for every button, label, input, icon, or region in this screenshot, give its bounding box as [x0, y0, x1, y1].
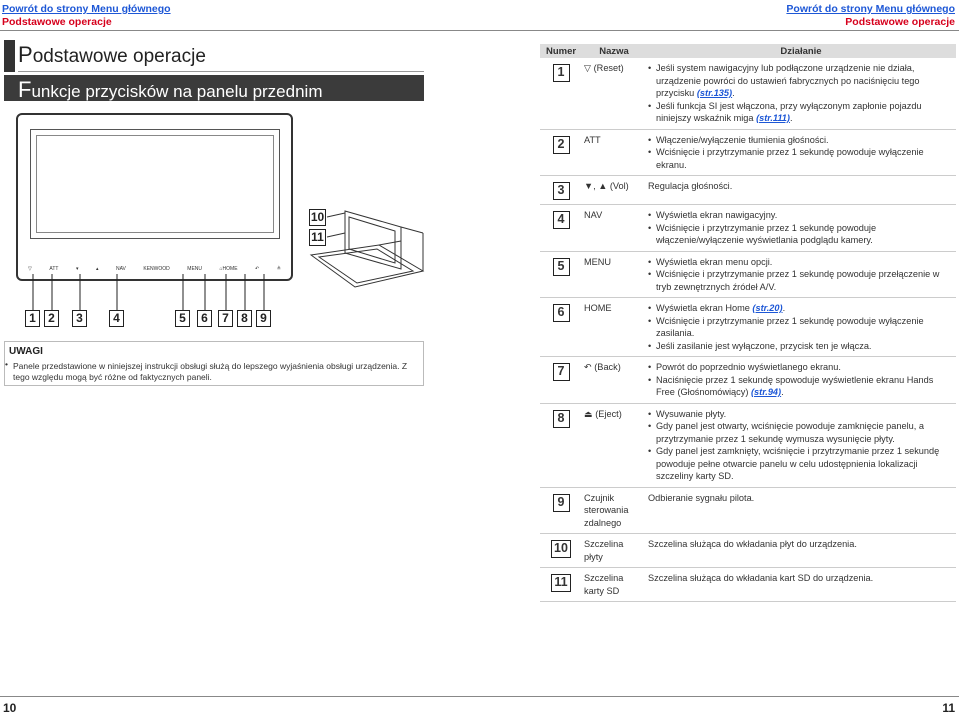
row-action	[646, 129, 956, 176]
page-title	[4, 40, 424, 72]
action-bullet	[648, 62, 954, 100]
vol-up-button-glyph: ▴	[95, 266, 99, 272]
row-action: Odbieranie sygnału pilota.	[646, 487, 956, 534]
bullet-text: Naciśnięcie przez 1 sekundę spowoduje wyświetlenie ekranu Hands Free (Głośnomówiący)	[656, 374, 934, 397]
callout-3: 3	[72, 310, 87, 327]
bullet-text: Wciśnięcie i przytrzymanie przez 1 sekundę powoduje wyłączenie ekranu.	[656, 147, 924, 170]
top-nav-right	[786, 3, 955, 29]
bullet-suffix: .	[732, 88, 735, 98]
action-bullet	[648, 445, 954, 483]
notes-box	[4, 341, 424, 386]
action-bullet	[648, 361, 954, 374]
top-divider	[0, 30, 959, 31]
bottom-divider	[0, 696, 959, 697]
table-row	[540, 129, 956, 176]
row-number: 11	[551, 574, 571, 592]
table-row	[540, 568, 956, 602]
top-nav-left	[2, 3, 171, 29]
action-bullet	[648, 302, 954, 315]
callout-1: 1	[25, 310, 40, 327]
page-number-right: 11	[942, 701, 955, 715]
row-name: ▼, ▲ (Vol)	[582, 176, 646, 205]
callout-lines	[0, 270, 300, 315]
home-button-label: ⌂HOME	[219, 266, 238, 272]
row-number: 9	[553, 494, 570, 512]
row-action: Szczelina służąca do wkładania kart SD do urządzenia.	[646, 568, 956, 602]
callout-9: 9	[256, 310, 271, 327]
bullet-text: Jeśli system nawigacyjny lub podłączone urządzenie nie działa, urządzenie powróci do ustawień fabrycznych po naciśnięciu tego przycisku	[656, 63, 920, 98]
row-number: 4	[553, 211, 570, 229]
action-bullet	[648, 374, 954, 399]
callout-6: 6	[197, 310, 212, 327]
bullet-suffix: .	[782, 303, 786, 313]
action-bullet	[648, 222, 954, 247]
bullet-text: Jeśli zasilanie jest wyłączone, przycisk ten je włącza.	[656, 340, 872, 351]
row-action: Regulacja głośności.	[646, 176, 956, 205]
row-name: Szczelina płyty	[582, 534, 646, 568]
callout-numbers	[25, 310, 285, 330]
bullet-text: Wciśnięcie i przytrzymanie przez 1 sekundę powoduje włączenie/wyłączenie wyświetlania podglądu kamery.	[656, 222, 877, 245]
eject-button-glyph: ≜	[276, 266, 281, 272]
brand-logo: KENWOOD	[143, 266, 170, 272]
att-button-label: ATT	[49, 266, 59, 272]
action-bullet	[648, 408, 954, 421]
title-bar	[4, 40, 15, 72]
action-bullet	[648, 315, 954, 340]
bullet-text: Gdy panel jest otwarty, wciśnięcie powoduje zamknięcie panelu, a przytrzymanie przez 1 sekundę wymusza wysunięcie płyty.	[656, 421, 924, 444]
bullet-text: Wciśnięcie i przytrzymanie przez 1 sekundę powoduje przełączenie w tryb zewnętrznych źródeł A/V.	[656, 269, 940, 292]
table-row	[540, 58, 956, 129]
action-bullet	[648, 420, 954, 445]
header-number: Numer	[540, 44, 582, 58]
row-number: 3	[553, 182, 570, 200]
row-name: MENU	[582, 251, 646, 298]
callout-7: 7	[218, 310, 233, 327]
action-bullet	[648, 209, 954, 222]
callout-2: 2	[44, 310, 59, 327]
row-name: Szczelina karty SD	[582, 568, 646, 602]
back-button-glyph: ↶	[255, 266, 260, 272]
callout-5: 5	[175, 310, 190, 327]
row-number: 5	[553, 258, 570, 276]
row-number: 2	[553, 136, 570, 154]
back-to-main-menu-link-right[interactable]: Powrót do strony Menu głównego	[786, 3, 955, 15]
row-name: ATT	[582, 129, 646, 176]
bullet-text: Wyświetla ekran nawigacyjny.	[656, 210, 778, 220]
row-name: HOME	[582, 298, 646, 357]
bullet-text: Wysuwanie płyty.	[656, 408, 727, 419]
notes-text: • Panele przedstawione w niniejszej instrukcji obsługi służą do lepszego wyjaśnienia obsługi urządzenia. Z tego względu mogą być różne od faktycznych paneli.	[5, 359, 423, 383]
reset-button-glyph: ▽	[28, 266, 32, 272]
page-reference-link[interactable]: (str.111)	[756, 113, 790, 123]
row-number: 8	[553, 410, 570, 428]
operations-table	[540, 44, 956, 602]
bullet-text: Włączenie/wyłączenie tłumienia głośności.	[656, 134, 829, 145]
table-row	[540, 251, 956, 298]
table-row	[540, 176, 956, 205]
panel-screen-inner	[36, 135, 274, 233]
bullet-text: Powrót do poprzednio wyświetlanego ekranu.	[656, 362, 841, 372]
bullet-text: Wyświetla ekran Home	[656, 303, 753, 313]
section-title-rest: unkcje przycisków na panelu przednim	[31, 82, 323, 101]
menu-button-label: MENU	[187, 266, 203, 272]
row-number: 10	[551, 540, 571, 558]
row-number: 1	[553, 64, 570, 82]
table-row	[540, 205, 956, 252]
row-number: 7	[553, 363, 570, 381]
bullet-suffix: .	[789, 113, 793, 123]
vol-down-button-glyph: ▾	[75, 266, 79, 272]
page-reference-link[interactable]: (str.135)	[696, 88, 733, 98]
bullet-text: Gdy panel jest zamknięty, wciśnięcie i przytrzymanie przez 1 sekundę powoduje pełne otwarcie panelu w celu udostępnienia lokalizacji szczeliny karty SD.	[656, 446, 940, 481]
row-name: Czujnik sterowania zdalnego	[582, 487, 646, 534]
front-panel-illustration	[16, 113, 293, 281]
row-number: 6	[553, 304, 570, 322]
unit-drawing	[305, 205, 433, 295]
bullet-suffix: .	[781, 387, 784, 397]
table-row	[540, 403, 956, 487]
bullet-text: Wciśnięcie i przytrzymanie przez 1 sekundę powoduje wyłączenie zasilania.	[656, 315, 924, 338]
row-name: ▽ (Reset)	[582, 58, 646, 129]
row-action	[646, 403, 956, 487]
table-row	[540, 487, 956, 534]
section-link[interactable]: Podstawowe operacje	[2, 16, 112, 28]
title-cap: P	[18, 42, 33, 67]
row-name: ↶ (Back)	[582, 357, 646, 404]
page-number-left: 10	[3, 701, 17, 715]
title-rule	[18, 71, 424, 72]
callout-11: 11	[309, 229, 326, 246]
table-row	[540, 357, 956, 404]
bullet-text: Wyświetla ekran menu opcji.	[656, 256, 773, 267]
row-action	[646, 251, 956, 298]
row-action	[646, 298, 956, 357]
title-rest: odstawowe operacje	[32, 46, 206, 67]
row-name: ⏏ (Eject)	[582, 403, 646, 487]
row-action	[646, 58, 956, 129]
section-link-right[interactable]: Podstawowe operacje	[845, 16, 955, 28]
table-body	[540, 58, 956, 602]
header-name: Nazwa	[582, 44, 646, 58]
row-action	[646, 357, 956, 404]
page-reference-link[interactable]: (str.94)	[750, 387, 782, 397]
callout-10: 10	[310, 210, 325, 224]
notes-heading: UWAGI	[9, 346, 43, 357]
page-reference-link[interactable]: (str.20)	[752, 303, 783, 313]
action-bullet	[648, 340, 954, 353]
section-title	[4, 75, 424, 101]
row-action: Szczelina służąca do wkładania płyt do urządzenia.	[646, 534, 956, 568]
action-bullet	[648, 256, 954, 269]
header-action: Działanie	[646, 44, 956, 58]
callout-4: 4	[109, 310, 124, 327]
row-name: NAV	[582, 205, 646, 252]
action-bullet	[648, 134, 954, 147]
action-bullet	[648, 268, 954, 293]
table-row	[540, 298, 956, 357]
action-bullet	[648, 146, 954, 171]
action-bullet	[648, 100, 954, 125]
table-row	[540, 534, 956, 568]
nav-button-label: NAV	[115, 266, 126, 272]
row-action	[646, 205, 956, 252]
unit-open-illustration	[305, 205, 433, 295]
back-to-main-menu-link[interactable]: Powrót do strony Menu głównego	[2, 3, 171, 15]
bullet-text: Jeśli funkcja SI jest włączona, przy wyłączonym zapłonie pojazdu niniejszy wskaźnik miga	[656, 100, 922, 123]
section-title-cap: F	[18, 77, 32, 102]
callout-8: 8	[237, 310, 252, 327]
